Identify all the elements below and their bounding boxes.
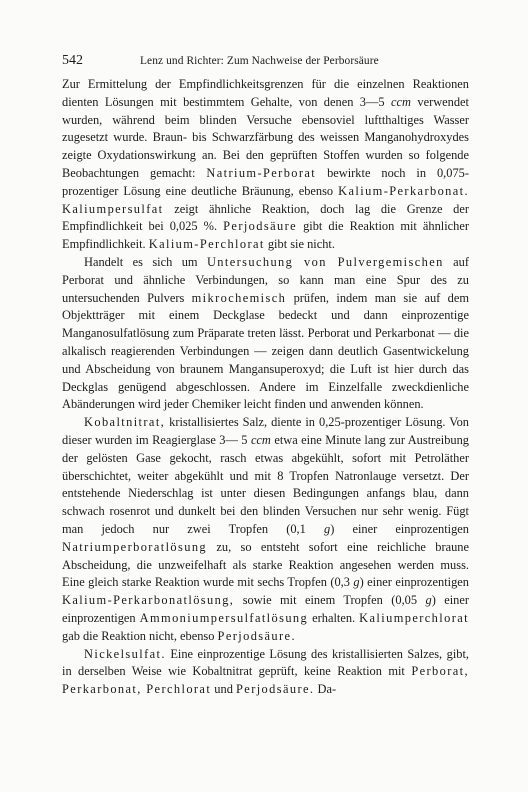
spaced-term: Perborat, Perkarbonat, Perchlorat [62, 664, 469, 697]
paragraph-1 [62, 76, 469, 254]
text-run: erhalten. [312, 610, 356, 625]
unit: g [425, 593, 432, 608]
text-run: zeigt ähnliche Reaktion, doch lag die Grenze der Empfindlichkeit bei 0,025 %. [62, 201, 470, 234]
text-run: Da- [317, 682, 337, 697]
paragraph-3 [62, 414, 469, 645]
text-run: ) einer einprozentigen [330, 521, 469, 536]
spaced-term: Natriumperboratlösung [62, 539, 208, 554]
unit: g [323, 521, 331, 536]
spaced-term: Perjodsäure. [217, 628, 296, 643]
text-run: verwendet wurden, während beim blinden Versuche ebensoviel luftthaltiges Wasser zugesetzt wurde. Braun- bis Schwarzfärbung des weissen Manganohydroxydes zeigte Oxydationswirkung an. Bei den geprüften Stoffen wurden so folgende Beobachtungen gemacht: [62, 94, 469, 180]
spaced-term: Nickelsulfat. [84, 646, 166, 661]
text-run: ) einer einprozentigen [359, 575, 469, 590]
text-run: sowie mit einem Tropfen (0,05 [242, 593, 418, 608]
text-run: Zur Ermittelung der Empfindlichkeitsgrenzen für die einzelnen Reaktionen dienten Lösungen mit bestimmtem Gehalte, von denen 3—5 [62, 77, 469, 109]
spaced-term: mikrochemisch [191, 290, 287, 305]
text-run: zu, so entsteht sofort eine reichliche braune Abscheidung, die unzweifelhaft als starke Reaktion angesehen werden muss. Eine gleich starke Reaktion wurde mit sechs Tropfen (0,3 [62, 539, 469, 590]
spaced-term: Kaliumpersulfat [62, 201, 164, 216]
text-run: bewirkte noch in 0,075-prozentiger Lösung eine deutliche Bräunung, ebenso [62, 165, 469, 198]
paragraph-4 [62, 646, 469, 699]
spaced-term: Kalium-Perkarbonatlösung, [62, 593, 235, 608]
text-run: auf Perborat und ähnliche Verbindungen, so kann man eine Spur des zu untersuchenden Pulvers [62, 254, 469, 305]
text-run: gab die Reaktion nicht, ebenso [62, 628, 215, 643]
unit: g [353, 575, 360, 590]
spaced-term: Kobaltnitrat, [84, 415, 166, 430]
spaced-term: Perjodsäure. [236, 682, 315, 697]
unit: ccm [391, 94, 411, 109]
spaced-term: Kalium-Perchlorat [148, 237, 265, 252]
text-run: etwa eine Minute lang zur Austreibung der gelösten Gase gekocht, rasch etwas abgekühlt, sofort mit Petroläther überschichtet, weiter abgekühlt und mit 8 Tropfen Natronlauge versetzt. Der entstehende Niederschlag ist unter diesen Bedingungen anfangs blau, dann schwach rosenrot und dunkelt bei den blinden Versuchen nur sehr wenig. Fügt man jedoch nur zwei Tropfen (0,1 [62, 432, 469, 536]
text-run: und [214, 682, 233, 697]
spaced-term: Untersuchung von Pulvergemischen [206, 254, 444, 269]
spaced-term: Ammoniumpersulfatlösung [139, 610, 309, 625]
spaced-term: Kaliumperchlorat [359, 610, 469, 625]
spaced-term: Perjodsäure [223, 219, 298, 234]
unit: ccm [250, 432, 271, 447]
text-run: prüfen, indem man sie auf dem Objektträger mit einem Deckglase bedeckt und dann einprozentige Manganosulfatlösung zum Präparate treten lässt. Perborat und Perkarbonat — die alkalisch reagierenden Verbindungen — zeigen dann deutlich Gasentwickelung und Abscheidung von braunem Mangansuperoxyd; die Luft ist hier durch das Deckglas genügend abgeschlossen. Andere im Einzelfalle zweckdienliche Abänderungen wird jeder Chemiker leicht finden und anwenden können. [62, 290, 469, 412]
spaced-term: Kalium-Perkarbonat. [338, 183, 469, 198]
text-run: gibt sie nicht. [267, 237, 335, 252]
paragraph-2 [62, 254, 469, 414]
text-run: gibt die Reaktion mit ähnlicher Empfindlichkeit. [62, 219, 469, 252]
article-body [62, 76, 469, 699]
text-run: Eine einprozentige Lösung des kristallisierten Salzes, gibt, in derselben Weise wie Kobaltnitrat geprüft, keine Reaktion mit [62, 646, 469, 679]
text-run: kristallisiertes Salz, diente in 0,25-prozentiger Lösung. Von dieser wurden im Reagierglase 3— 5 [62, 415, 469, 447]
text-run: ) einer einprozentigen [62, 593, 469, 625]
page-number: 542 [62, 53, 83, 68]
spaced-term: Natrium-Perborat [206, 165, 317, 180]
running-title: Lenz und Richter: Zum Nachweise der Perborsäure [140, 55, 379, 67]
text-run: Handelt es sich um [84, 254, 198, 269]
